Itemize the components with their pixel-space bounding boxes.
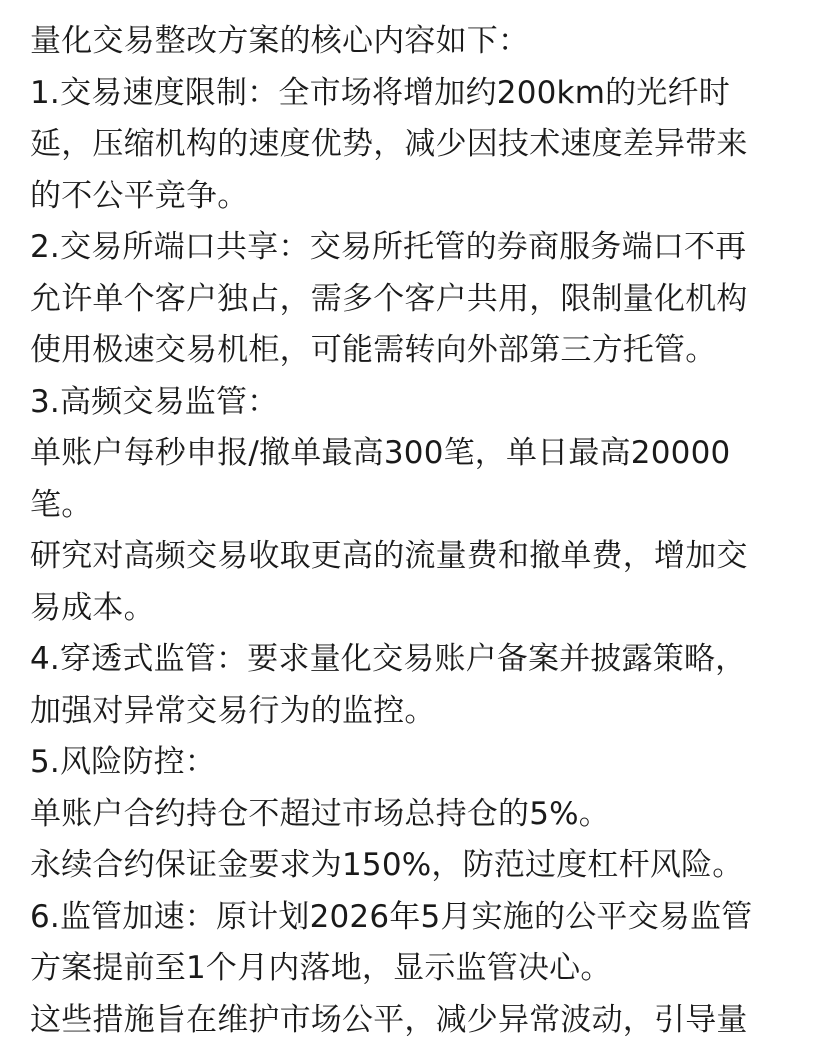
post-line: 单账户合约持仓不超过市场总持仓的5%。: [30, 789, 815, 841]
post-line: 量化交易整改方案的核心内容如下：: [30, 16, 815, 68]
post-line: 3.高频交易监管：: [30, 377, 815, 429]
post-line: 4.穿透式监管：要求量化交易账户备案并披露策略，: [30, 634, 815, 686]
post-line: 1.交易速度限制：全市场将增加约200km的光纤时: [30, 68, 815, 120]
post-line: 方案提前至1个月内落地，显示监管决心。: [30, 943, 815, 995]
watermark-overlay: [728, 959, 826, 999]
post-line: 2.交易所端口共享：交易所托管的券商服务端口不再: [30, 222, 815, 274]
post-line: 研究对高频交易收取更高的流量费和撤单费，增加交: [30, 531, 815, 583]
post-line: 单账户每秒申报/撤单最高300笔，单日最高20000: [30, 428, 815, 480]
post-body: [30, 16, 815, 1046]
post-line: 6.监管加速：原计划2026年5月实施的公平交易监管: [30, 892, 815, 944]
post-line: 延，压缩机构的速度优势，减少因技术速度差异带来: [30, 119, 815, 171]
post-line: 5.风险防控：: [30, 737, 815, 789]
post-line: 允许单个客户独占，需多个客户共用，限制量化机构: [30, 274, 815, 326]
post-line: 这些措施旨在维护市场公平，减少异常波动，引导量: [30, 995, 815, 1046]
post-line: 易成本。: [30, 583, 815, 635]
post-line: 加强对异常交易行为的监控。: [30, 686, 815, 738]
post-line: 使用极速交易机柜，可能需转向外部第三方托管。: [30, 325, 815, 377]
post-line: 笔。: [30, 480, 815, 532]
post-line: 永续合约保证金要求为150%，防范过度杠杆风险。: [30, 840, 815, 892]
post-line: 的不公平竞争。: [30, 171, 815, 223]
